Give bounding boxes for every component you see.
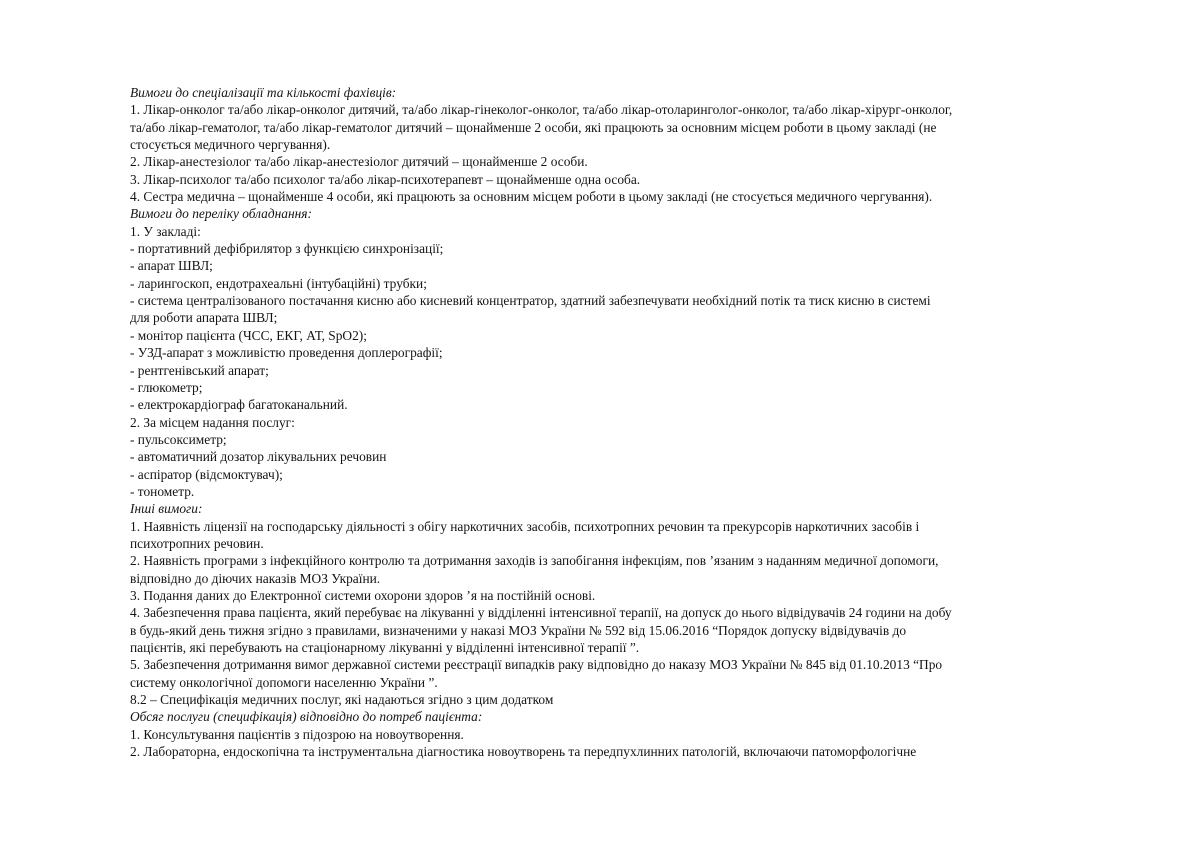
text-line: 2. Лікар-анестезіолог та/або лікар-анестезіолог дитячий – щонайменше 2 особи. — [130, 154, 588, 170]
text-line: психотропних речовин. — [130, 535, 264, 551]
section-heading: Вимоги до переліку обладнання: — [130, 206, 312, 222]
section-heading: Інші вимоги: — [130, 501, 203, 517]
text-line: та/або лікар-гематолог, та/або лікар-гематолог дитячий – щонайменше 2 особи, які працюють за основним місцем роботи в цьому закладі (не — [130, 119, 937, 135]
text-line: 2. За місцем надання послуг: — [130, 414, 295, 430]
text-line: 5. Забезпечення дотримання вимог державної системи реєстрації випадків раку відповідно до наказу МОЗ України № 845 від 01.10.2013 “Про — [130, 657, 943, 673]
text-line: - аспіратор (відсмоктувач); — [130, 466, 283, 482]
text-line: - електрокардіограф багатоканальний. — [130, 397, 348, 413]
text-line: - апарат ШВЛ; — [130, 258, 213, 274]
text-line: 2. Лабораторна, ендоскопічна та інструментальна діагностика новоутворень та передпухлинних патологій, включаючи патоморфологічне — [130, 744, 917, 760]
text-line: пацієнтів, які перебувають на стаціонарному лікуванні у відділенні інтенсивної терапії ”. — [130, 640, 640, 655]
text-line: 4. Сестра медична – щонайменше 4 особи, які працюють за основним місцем роботи в цьому закладі (не стосується медичного чергування). — [130, 189, 933, 205]
text-line: стосується медичного чергування). — [130, 137, 331, 153]
section-heading: Обсяг послуги (специфікація) відповідно до потреб пацієнта: — [130, 709, 483, 725]
text-line: 1. Лікар-онколог та/або лікар-онколог дитячий, та/або лікар-гінеколог-онколог, та/або лікар-отоларинголог-онколог, та/або лікар-хірург-онколог, — [130, 102, 953, 118]
text-line: 1. У закладі: — [130, 223, 201, 239]
section-heading: Вимоги до спеціалізації та кількості фахівців: — [130, 85, 397, 100]
document-page — [130, 84, 1070, 760]
text-line: 2. Наявність програми з інфекційного контролю та дотримання заходів із запобігання інфекціям, пов ’язаним з наданням медичної допомоги, — [130, 553, 939, 569]
text-line: - рентгенівський апарат; — [130, 362, 269, 378]
text-line: - монітор пацієнта (ЧСС, ЕКГ, АТ, SpO2); — [130, 327, 367, 343]
text-line: - тонометр. — [130, 483, 195, 499]
text-line: в будь-який день тижня згідно з правилами, визначеними у наказі МОЗ України № 592 від 15.06.2016 “Порядок допуску відвідувачів до — [130, 622, 907, 638]
text-line: - пульсоксиметр; — [130, 431, 227, 447]
text-line: відповідно до діючих наказів МОЗ України. — [130, 570, 381, 586]
text-line: 1. Наявність ліцензії на господарську діяльності з обігу наркотичних засобів, психотропних речовин та прекурсорів наркотичних засобів і — [130, 518, 920, 534]
text-line: 4. Забезпечення права пацієнта, який перебуває на лікуванні у відділенні інтенсивної терапії, на допуск до нього відвідувачів 24 години на добу — [130, 605, 952, 621]
text-line: - система централізованого постачання кисню або кисневий концентратор, здатний забезпечувати необхідний потік та тиск кисню в системі — [130, 293, 931, 309]
text-line: - автоматичний дозатор лікувальних речовин — [130, 449, 387, 465]
text-line: - глюкометр; — [130, 379, 203, 395]
text-line: 3. Лікар-психолог та/або психолог та/або лікар-психотерапевт – щонайменше одна особа. — [130, 171, 641, 187]
text-line: 1. Консультування пацієнтів з підозрою на новоутворення. — [130, 726, 464, 742]
text-line: - УЗД-апарат з можливістю проведення доплерографії; — [130, 345, 443, 361]
text-line: - ларингоскоп, ендотрахеальні (інтубаційні) трубки; — [130, 275, 427, 291]
text-line: - портативний дефібрилятор з функцією синхронізації; — [130, 241, 444, 257]
text-line: для роботи апарата ШВЛ; — [130, 310, 278, 326]
text-line: 3. Подання даних до Електронної системи охорони здоров ’я на постійній основі. — [130, 587, 596, 603]
text-line: 8.2 – Специфікація медичних послуг, які надаються згідно з цим додатком — [130, 692, 554, 708]
text-line: систему онкологічної допомоги населенню України ”. — [130, 674, 438, 690]
